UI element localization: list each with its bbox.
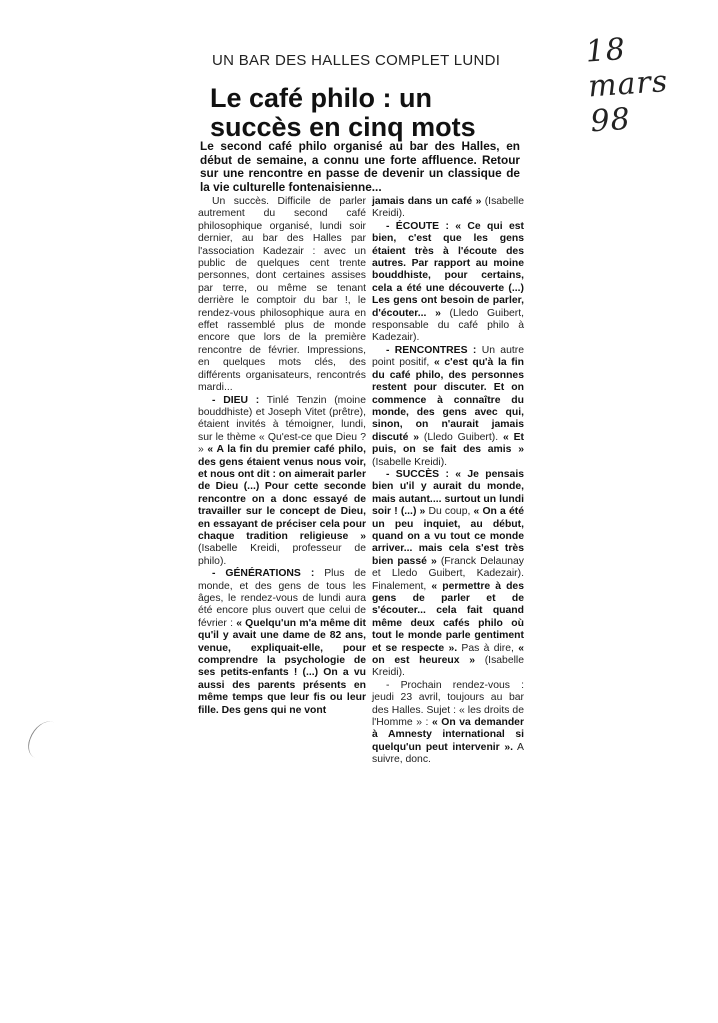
succes-attribution-2: (Isabelle Kreidi). [372, 655, 524, 679]
rencontres-attribution-2: (Isabelle Kreidi). [372, 456, 448, 468]
ecoute-label: - ÉCOUTE : [386, 220, 449, 232]
handwritten-date: 18 mars 98 [584, 31, 670, 140]
generations-label: - GÉNÉRATIONS : [212, 568, 315, 580]
rencontres-quote-2: « Et puis, on se fait des amis » [372, 431, 525, 456]
article-column-1 [198, 196, 366, 717]
ecoute-quote: « Ce qui est bien, c'est que les gens étaient très à l'écoute des autres. Par rapport au moine bouddhiste, pour certains, cela a été une découverte (...) Les gens ont besoin de parler, d'écouter... » [372, 220, 524, 319]
article-lead: Le second café philo organisé au bar des Halles, en début de semaine, a connu une forte affluence. Retour sur une rencontre en passe de devenir un classique de la vie culturelle fontenaisienne... [200, 139, 520, 194]
generations-quote: « Quelqu'un m'a même dit qu'il y avait une dame de 82 ans, venue, expliquait-elle, pour comprendre la psychologie de ses petits-enfants ! (...) On a vu aussi des parents présents en même temps que leur fis ou leur fille. Des gens qui ne vont [198, 617, 366, 716]
generations-text: Plus de monde, et des gens de tous les âges, le rendez-vous de lundi aura été encore plus ouvert que celui de février : [198, 568, 366, 629]
dieu-quote: « A la fin du premier café philo, des gens étaient venus nous voir, et nous ont dit : on aimerait parler de Dieu (...) Pour cette seconde rencontre on a donc essayé de travailler sur le concept de Dieu, en essayant de préciser cela pour chaque tradition religieuse » [198, 444, 367, 542]
succes-text: Du coup, [428, 506, 471, 518]
article-kicker: UN BAR DES HALLES COMPLET LUNDI [212, 52, 501, 69]
continuation-paragraph [372, 196, 524, 221]
prochain-paragraph [372, 680, 524, 767]
article-column-2 [372, 196, 524, 767]
dieu-text: Tinlé Tenzin (moine bouddhiste) et Joseph Vitet (prêtre), étaient invités à témoigner, lundi, sur le thème « Qu'est-ce que Dieu ? » [198, 394, 366, 456]
succes-quote-4: « on est heureux » [372, 642, 525, 667]
prochain-end: A suivre, donc. [372, 741, 524, 766]
intro-paragraph: Un succès. Difficile de parler autrement du second café philosophique organisé, lundi soir dernier, au bar des Halles par l'association Kadezair : avec un public de quelques cent trente personnes, dont certaines assises par terre, ou même se tenant derrière le comptoir du bar !, le rendez-vous philosophique aura en effet rassemblé plus de monde encore que lors de la première rencontre de février. Impressions, en quelques mots clés, des différents organisateurs, rencontrés mardi... [198, 196, 366, 394]
succes-quote: « Je pensais bien u'il y aurait du monde, mais autant.... surtout un lundi soir ! (...) » [372, 468, 525, 518]
rencontres-text: Un autre point positif, [372, 344, 524, 369]
rencontres-attribution: (Lledo Guibert). [423, 431, 499, 443]
prochain-quote: « On va demander à Amnesty international si quelqu'un peut intervenir ». [372, 717, 524, 753]
prochain-text: - Prochain rendez-vous : jeudi 23 avril, toujours au bar des Halles. Sujet : « les droits de l'Homme » : [372, 679, 524, 729]
succes-quote-2: « On a été un peu inquiet, au début, quand on a vu tout ce monde arriver... mais cela s'est très bien passé » [372, 506, 524, 567]
generations-paragraph [198, 568, 366, 717]
dieu-label: - DIEU : [212, 394, 260, 406]
ecoute-paragraph [372, 221, 524, 345]
succes-label: - SUCCÈS : [386, 468, 449, 480]
scan-pen-mark [24, 716, 65, 764]
succes-text-2: Pas à dire, [461, 642, 514, 654]
rencontres-paragraph [372, 345, 524, 469]
ecoute-attribution: (Lledo Guibert, responsable du café philo à Kadezair). [372, 307, 525, 344]
continuation-attribution: (Isabelle Kreidi). [372, 196, 524, 220]
rencontres-quote: « c'est qu'à la fin du café philo, des personnes restent pour discuter. Et on commence à connaître du monde, des gens avec qui, sinon, on n'aurait jamais discuté » [372, 357, 525, 443]
dieu-attribution: (Isabelle Kreidi, professeur de philo). [198, 543, 366, 567]
continuation-quote: jamais dans un café » [372, 196, 482, 207]
dieu-paragraph [198, 395, 366, 569]
article-headline: Le café philo : un succès en cinq mots [210, 83, 476, 142]
succes-paragraph [372, 469, 524, 680]
succes-attribution: (Franck Delaunay et Lledo Guibert, Kadezair). Finalement, [372, 555, 524, 592]
rencontres-label: - RENCONTRES : [386, 344, 477, 356]
succes-quote-3: « permettre à des gens de parler et de s'écouter... cela fait quand même deux cafés philo où tout le monde parle gentiment et se respecte ». [372, 580, 524, 654]
